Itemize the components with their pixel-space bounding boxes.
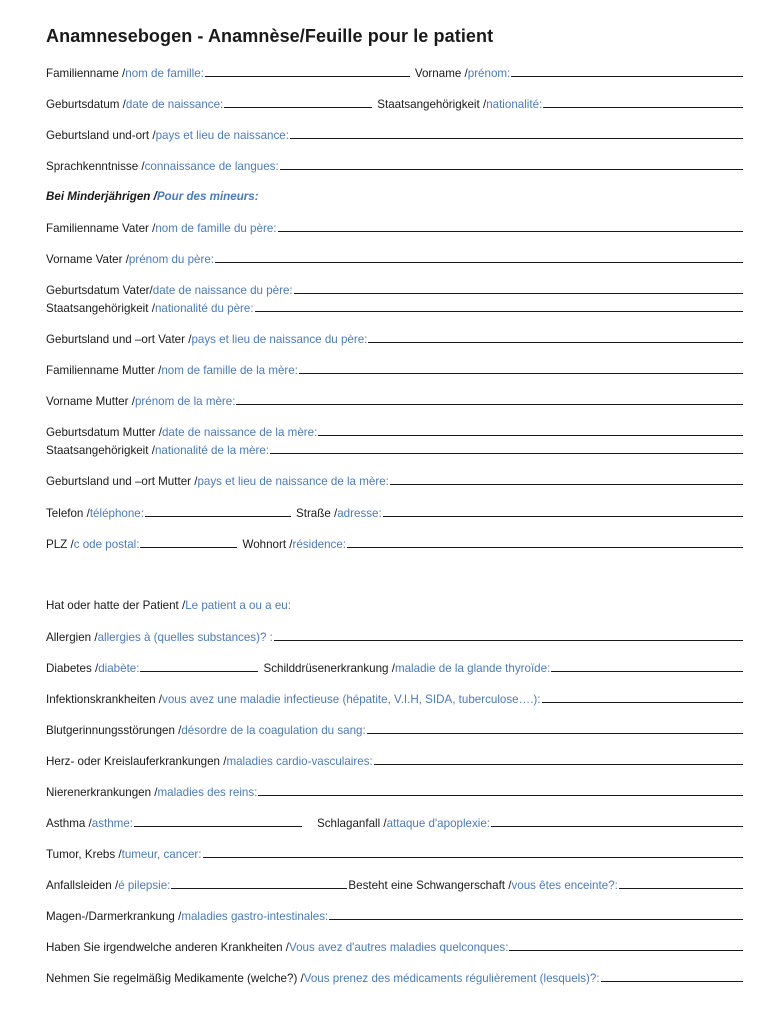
birth-date-label: Geburtsdatum / [46,98,126,111]
history-intro [46,599,744,612]
thyroid-label-fr: maladie de la glande thyroïde: [394,662,551,675]
birth-place-label: Geburtsland und-ort / [46,129,156,142]
birth-date-field[interactable] [224,97,372,108]
other-diseases-label-fr: Vous avez d'autres maladies quelconques: [289,941,509,954]
birth-place-label-fr: pays et lieu de naissance: [155,129,289,142]
cardio-label: Herz- oder Kreislauferkrankungen / [46,755,227,768]
first-name-field[interactable] [511,66,743,77]
pregnancy-field[interactable] [619,878,743,889]
coagulation-label-fr: désordre de la coagulation du sang: [181,724,366,737]
tumor-label: Tumor, Krebs / [46,848,122,861]
coagulation-label: Blutgerinnungsstörungen / [46,724,182,737]
row-mother-nationality [46,443,744,457]
father-first-name-label-fr: prénom du père: [128,253,214,266]
row-mother-birth-date [46,425,744,439]
allergies-label: Allergien / [46,631,98,644]
father-first-name-field[interactable] [215,252,743,263]
mother-family-name-field[interactable] [299,363,743,374]
diabetes-label-fr: diabète: [98,662,140,675]
father-first-name-label: Vorname Vater / [46,253,129,266]
nationality-label-fr: nationalité: [486,98,543,111]
family-name-field[interactable] [205,66,410,77]
family-name-label: Familienname / [46,67,126,80]
history-intro-fr: Le patient a ou a eu: [185,599,291,612]
history-intro-de: Hat oder hatte der Patient / [46,599,186,612]
pregnancy-label-fr: vous êtes enceinte?: [511,879,618,892]
medication-label-fr: Vous prenez des médicaments régulièrement (lesquels)?: [303,972,600,985]
tumor-label-fr: tumeur, cancer: [121,848,202,861]
street-label: Straße / [295,507,338,520]
residence-label: Wohnort / [242,538,293,551]
residence-field[interactable] [347,537,743,548]
thyroid-field[interactable] [551,661,743,672]
kidney-label-fr: maladies des reins: [157,786,258,799]
nationality-field[interactable] [543,97,743,108]
row-father-family-name [46,221,744,235]
mother-birth-date-label: Geburtsdatum Mutter / [46,426,162,439]
row-mother-first-name [46,394,744,408]
father-birth-place-field[interactable] [368,332,743,343]
cardio-field[interactable] [374,754,743,765]
row-asthma-stroke [46,816,744,830]
form-title: Anamnesebogen - Anamnèse/Feuille pour le patient [46,26,494,46]
diabetes-field[interactable] [140,661,258,672]
allergies-field[interactable] [274,630,743,641]
epilepsy-field[interactable] [171,878,347,889]
row-birth-date [46,97,744,111]
father-birth-place-label: Geburtsland und –ort Vater / [46,333,192,346]
asthma-label: Asthma / [46,817,92,830]
stomach-label: Magen-/Darmerkrankung / [46,910,182,923]
languages-field[interactable] [280,159,743,170]
street-field[interactable] [383,506,743,517]
mother-family-name-label: Familienname Mutter / [46,364,162,377]
coagulation-field[interactable] [367,723,743,734]
row-kidney [46,785,744,799]
other-diseases-label: Haben Sie irgendwelche anderen Krankheiten / [46,941,289,954]
allergies-label-fr: allergies à (quelles substances)? : [97,631,273,644]
stomach-field[interactable] [329,909,743,920]
cardio-label-fr: maladies cardio-vasculaires: [226,755,373,768]
row-mother-family-name [46,363,744,377]
mother-first-name-field[interactable] [236,394,743,405]
row-father-nationality [46,301,744,315]
mother-first-name-label: Vorname Mutter / [46,395,135,408]
father-birth-date-label: Geburtsdatum Vater/ [46,284,153,297]
row-coagulation [46,723,744,737]
other-diseases-field[interactable] [509,940,743,951]
infections-label-fr: vous avez une maladie infectieuse (hépatite, V.I.H, SIDA, tuberculose….): [162,693,541,706]
father-birth-date-label-fr: date de naissance du père: [152,284,293,297]
birth-date-label-fr: date de naissance: [125,98,224,111]
minors-heading [46,190,744,203]
asthma-field[interactable] [134,816,302,827]
row-birth-place [46,128,744,142]
row-infections [46,692,744,706]
epilepsy-label: Anfallsleiden / [46,879,119,892]
infections-label: Infektionskrankheiten / [46,693,163,706]
nationality-label: Staatsangehörigkeit / [377,98,487,111]
medication-label: Nehmen Sie regelmäßig Medikamente (welche?) / [46,972,304,985]
street-label-fr: adresse: [337,507,382,520]
row-other-diseases [46,940,744,954]
tumor-field[interactable] [203,847,743,858]
phone-label: Telefon / [46,507,90,520]
medication-field[interactable] [601,971,743,982]
mother-birth-place-field[interactable] [390,474,743,485]
mother-birth-place-label-fr: pays et lieu de naissance de la mère: [197,475,389,488]
row-languages [46,159,744,173]
row-epilepsy-pregnancy [46,878,744,892]
zip-label-fr: c ode postal: [73,538,140,551]
mother-first-name-label-fr: prénom de la mère: [134,395,236,408]
languages-label-fr: connaissance de langues: [144,160,279,173]
languages-label: Sprachkenntnisse / [46,160,145,173]
mother-birth-date-field[interactable] [318,425,743,436]
kidney-field[interactable] [258,785,743,796]
stroke-field[interactable] [491,816,743,827]
kidney-label: Nierenerkrankungen / [46,786,158,799]
mother-nationality-label: Staatsangehörigkeit / [46,444,155,457]
stomach-label-fr: maladies gastro-intestinales: [181,910,329,923]
row-allergies [46,630,744,644]
father-birth-place-label-fr: pays et lieu de naissance du père: [191,333,368,346]
row-zip-residence [46,537,744,551]
minors-heading-fr: Pour des mineurs: [156,190,259,203]
row-family-name [46,66,744,80]
mother-birth-date-label-fr: date de naissance de la mère: [161,426,318,439]
first-name-label-fr: prénom: [467,67,511,80]
birth-place-field[interactable] [290,128,743,139]
row-diabetes-thyroid [46,661,744,675]
minors-heading-de: Bei Minderjährigen / [46,190,157,203]
thyroid-label: Schilddrüsenerkrankung / [263,662,395,675]
father-family-name-label-fr: nom de famille du père: [155,222,277,235]
epilepsy-label-fr: é pilepsie: [118,879,171,892]
row-phone-street [46,506,744,520]
father-nationality-label-fr: nationalité du père: [154,302,254,315]
mother-birth-place-label: Geburtsland und –ort Mutter / [46,475,198,488]
father-family-name-label: Familienname Vater / [46,222,156,235]
mother-family-name-label-fr: nom de famille de la mère: [161,364,298,377]
zip-label: PLZ / [46,538,74,551]
row-tumor [46,847,744,861]
stroke-label-fr: attaque d'apoplexie: [386,817,491,830]
row-medication [46,971,744,985]
row-father-first-name [46,252,744,266]
phone-label-fr: téléphone: [89,507,144,520]
diabetes-label: Diabetes / [46,662,99,675]
stroke-label: Schlaganfall / [317,817,387,830]
zip-field[interactable] [140,537,237,548]
row-mother-birth-place [46,474,744,488]
mother-nationality-label-fr: nationalité de la mère: [154,444,270,457]
infections-field[interactable] [542,692,743,703]
family-name-label-fr: nom de famille: [125,67,204,80]
row-father-birth-place [46,332,744,346]
pregnancy-label: Besteht eine Schwangerschaft / [348,879,512,892]
first-name-label: Vorname / [414,67,468,80]
father-nationality-field[interactable] [255,301,743,312]
residence-label-fr: résidence: [292,538,347,551]
father-family-name-field[interactable] [278,221,744,232]
father-nationality-label: Staatsangehörigkeit / [46,302,155,315]
mother-nationality-field[interactable] [270,443,743,454]
father-birth-date-field[interactable] [294,283,743,294]
row-cardio [46,754,744,768]
row-father-birth-date [46,283,744,297]
phone-field[interactable] [145,506,291,517]
row-stomach [46,909,744,923]
asthma-label-fr: asthme: [91,817,133,830]
